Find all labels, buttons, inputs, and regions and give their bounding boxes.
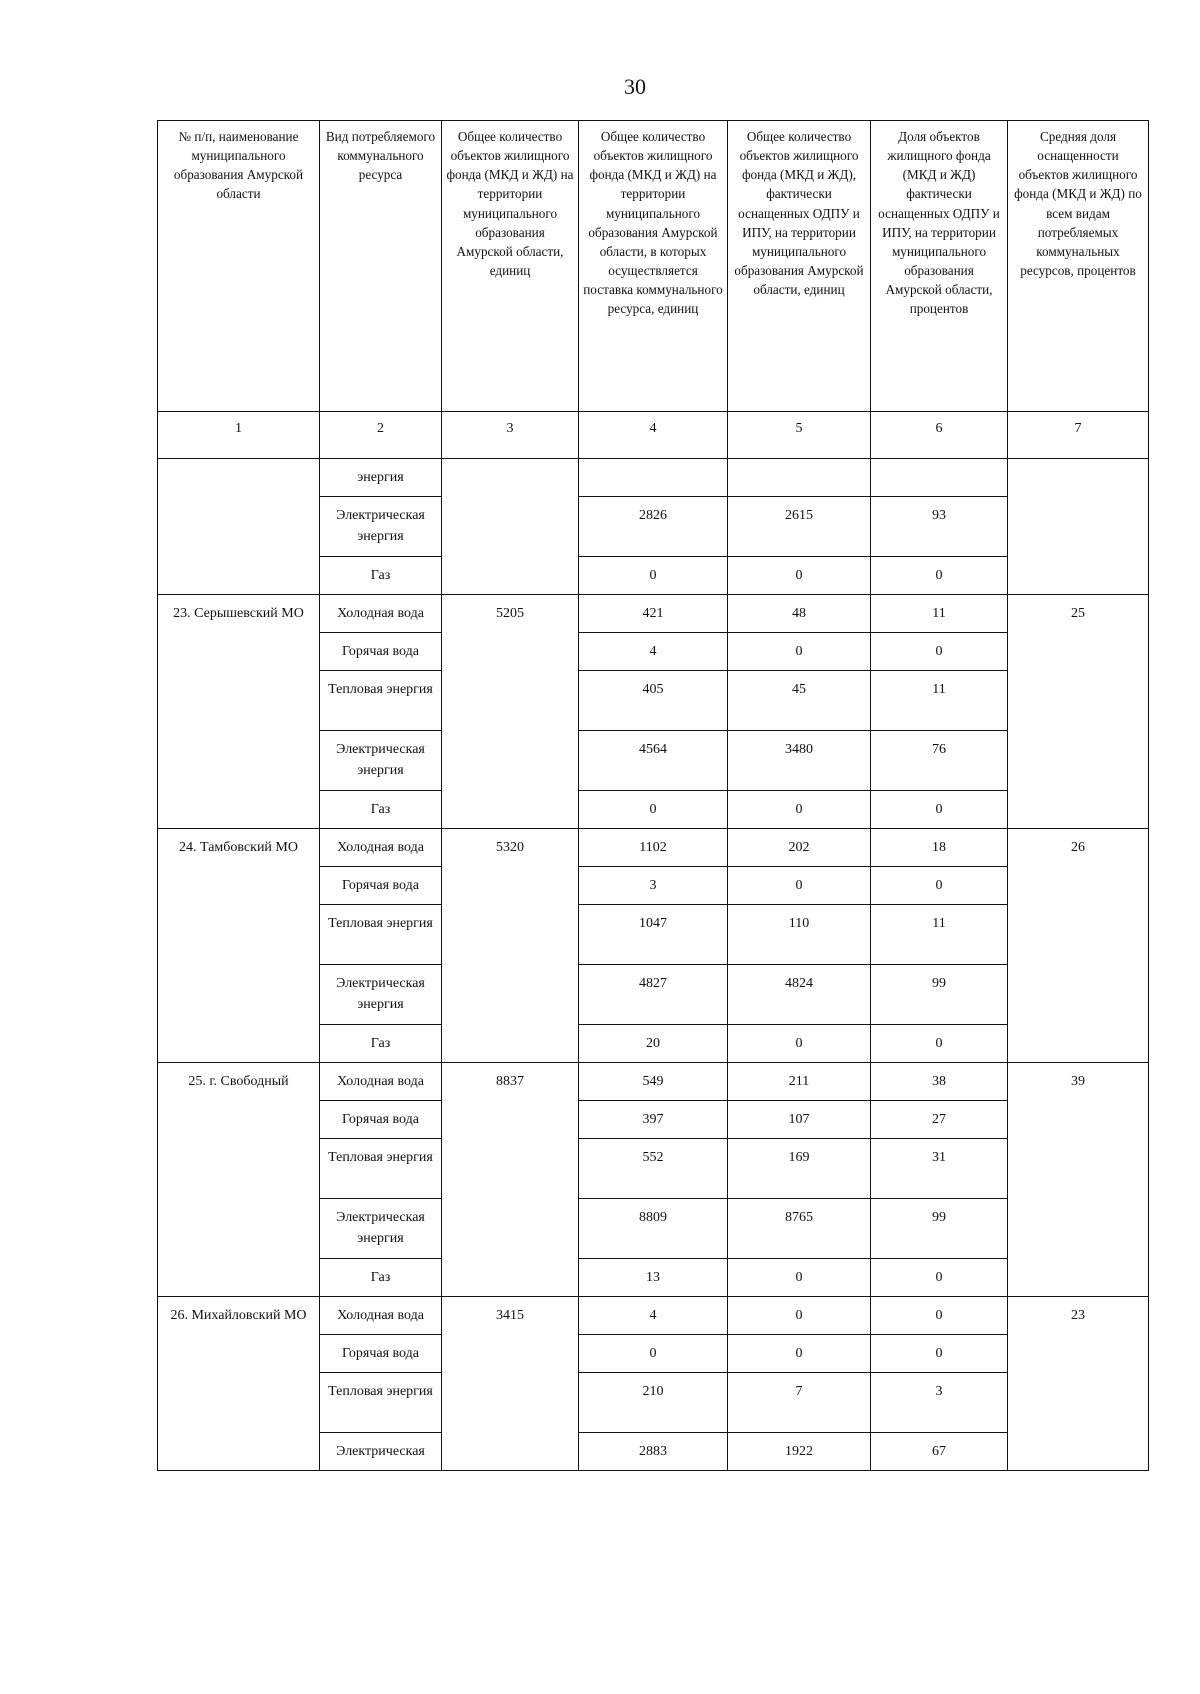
column-number: 5 [728, 412, 871, 459]
total-cell [442, 459, 579, 595]
equipped-cell: 0 [728, 1259, 871, 1297]
equipped-cell: 1922 [728, 1433, 871, 1471]
share-cell: 76 [871, 731, 1008, 791]
municipality-cell: 26. Михайловский МО [158, 1297, 320, 1471]
share-cell: 31 [871, 1139, 1008, 1199]
share-cell: 0 [871, 791, 1008, 829]
resource-cell: Горячая вода [320, 1101, 442, 1139]
share-cell: 18 [871, 829, 1008, 867]
supplied-cell: 0 [579, 557, 728, 595]
supplied-cell: 549 [579, 1063, 728, 1101]
resource-cell: Электрическая энергия [320, 1199, 442, 1259]
supplied-cell: 210 [579, 1373, 728, 1433]
supplied-cell: 0 [579, 1335, 728, 1373]
resource-cell: Тепловая энергия [320, 671, 442, 731]
resource-cell: Электрическая энергия [320, 497, 442, 557]
total-cell: 5320 [442, 829, 579, 1063]
share-cell: 0 [871, 633, 1008, 671]
resource-cell: Электрическая энергия [320, 965, 442, 1025]
column-number: 2 [320, 412, 442, 459]
equipped-cell: 202 [728, 829, 871, 867]
municipality-cell: 24. Тамбовский МО [158, 829, 320, 1063]
resource-cell: Газ [320, 557, 442, 595]
table-row [158, 459, 1149, 497]
equipped-cell: 169 [728, 1139, 871, 1199]
equipped-cell: 45 [728, 671, 871, 731]
share-cell: 0 [871, 1297, 1008, 1335]
column-number: 3 [442, 412, 579, 459]
municipality-cell: 25. г. Свободный [158, 1063, 320, 1297]
equipped-cell: 0 [728, 1335, 871, 1373]
supplied-cell: 405 [579, 671, 728, 731]
equipped-cell [728, 459, 871, 497]
total-cell: 3415 [442, 1297, 579, 1471]
resource-cell: энергия [320, 459, 442, 497]
share-cell: 0 [871, 1335, 1008, 1373]
resource-cell: Газ [320, 1025, 442, 1063]
header-cell: Общее количество объектов жилищного фонда (МКД и ЖД), фактически оснащенных ОДПУ и ИПУ, на территории муниципального образования Амурской области, единиц [728, 121, 871, 412]
share-cell: 11 [871, 595, 1008, 633]
equipped-cell: 48 [728, 595, 871, 633]
resource-cell: Тепловая энергия [320, 1373, 442, 1433]
table-row [158, 1063, 1149, 1101]
table-row [158, 595, 1149, 633]
supplied-cell [579, 459, 728, 497]
resource-cell: Электрическая энергия [320, 731, 442, 791]
header-cell: Общее количество объектов жилищного фонда (МКД и ЖД) на территории муниципального образования Амурской области, в которых осуществляется поставка коммунального ресурса, единиц [579, 121, 728, 412]
equipped-cell: 4824 [728, 965, 871, 1025]
supplied-cell: 1102 [579, 829, 728, 867]
column-number-row [158, 412, 1149, 459]
share-cell: 99 [871, 1199, 1008, 1259]
header-cell: Вид потребляемого коммунального ресурса [320, 121, 442, 412]
equipped-cell: 0 [728, 633, 871, 671]
average-cell [1008, 459, 1149, 595]
supplied-cell: 4 [579, 633, 728, 671]
resource-cell: Электрическая [320, 1433, 442, 1471]
share-cell: 67 [871, 1433, 1008, 1471]
total-cell: 5205 [442, 595, 579, 829]
total-cell: 8837 [442, 1063, 579, 1297]
supplied-cell: 2883 [579, 1433, 728, 1471]
supplied-cell: 4564 [579, 731, 728, 791]
average-cell: 25 [1008, 595, 1149, 829]
header-cell: № п/п, наименование муниципального образования Амурской области [158, 121, 320, 412]
supplied-cell: 4827 [579, 965, 728, 1025]
page-number: 30 [624, 74, 646, 99]
share-cell: 0 [871, 557, 1008, 595]
resource-cell: Тепловая энергия [320, 905, 442, 965]
supplied-cell: 13 [579, 1259, 728, 1297]
column-number: 6 [871, 412, 1008, 459]
supplied-cell: 397 [579, 1101, 728, 1139]
equipped-cell: 107 [728, 1101, 871, 1139]
header-row [158, 121, 1149, 412]
share-cell: 3 [871, 1373, 1008, 1433]
average-cell: 23 [1008, 1297, 1149, 1471]
supplied-cell: 0 [579, 791, 728, 829]
supplied-cell: 4 [579, 1297, 728, 1335]
table-row [158, 829, 1149, 867]
share-cell: 93 [871, 497, 1008, 557]
resource-cell: Горячая вода [320, 633, 442, 671]
resource-cell: Холодная вода [320, 1063, 442, 1101]
equipped-cell: 7 [728, 1373, 871, 1433]
equipped-cell: 0 [728, 1297, 871, 1335]
column-number: 1 [158, 412, 320, 459]
header-cell: Доля объектов жилищного фонда (МКД и ЖД) фактически оснащенных ОДПУ и ИПУ, на территории муниципального образования Амурской области, процентов [871, 121, 1008, 412]
share-cell: 38 [871, 1063, 1008, 1101]
equipped-cell: 3480 [728, 731, 871, 791]
table-row [158, 1297, 1149, 1335]
equipped-cell: 2615 [728, 497, 871, 557]
resource-cell: Холодная вода [320, 1297, 442, 1335]
resource-cell: Тепловая энергия [320, 1139, 442, 1199]
supplied-cell: 2826 [579, 497, 728, 557]
supplied-cell: 421 [579, 595, 728, 633]
share-cell: 99 [871, 965, 1008, 1025]
equipped-cell: 0 [728, 867, 871, 905]
header-cell: Средняя доля оснащенности объектов жилищного фонда (МКД и ЖД) по всем видам потребляемых коммунальных ресурсов, процентов [1008, 121, 1149, 412]
supplied-cell: 3 [579, 867, 728, 905]
share-cell: 0 [871, 867, 1008, 905]
equipped-cell: 110 [728, 905, 871, 965]
supplied-cell: 8809 [579, 1199, 728, 1259]
share-cell: 11 [871, 905, 1008, 965]
resource-cell: Газ [320, 791, 442, 829]
share-cell: 0 [871, 1259, 1008, 1297]
equipped-cell: 8765 [728, 1199, 871, 1259]
equipped-cell: 211 [728, 1063, 871, 1101]
table-body [158, 459, 1149, 1471]
supplied-cell: 20 [579, 1025, 728, 1063]
equipped-cell: 0 [728, 791, 871, 829]
share-cell [871, 459, 1008, 497]
share-cell: 11 [871, 671, 1008, 731]
header-cell: Общее количество объектов жилищного фонда (МКД и ЖД) на территории муниципального образования Амурской области, единиц [442, 121, 579, 412]
supplied-cell: 552 [579, 1139, 728, 1199]
share-cell: 27 [871, 1101, 1008, 1139]
equipped-cell: 0 [728, 557, 871, 595]
share-cell: 0 [871, 1025, 1008, 1063]
resource-cell: Холодная вода [320, 829, 442, 867]
equipped-cell: 0 [728, 1025, 871, 1063]
resource-cell: Холодная вода [320, 595, 442, 633]
column-number: 7 [1008, 412, 1149, 459]
resource-cell: Газ [320, 1259, 442, 1297]
column-number: 4 [579, 412, 728, 459]
resource-cell: Горячая вода [320, 1335, 442, 1373]
average-cell: 26 [1008, 829, 1149, 1063]
municipality-cell [158, 459, 320, 595]
data-table [157, 120, 1149, 1471]
average-cell: 39 [1008, 1063, 1149, 1297]
resource-cell: Горячая вода [320, 867, 442, 905]
municipality-cell: 23. Серышевский МО [158, 595, 320, 829]
supplied-cell: 1047 [579, 905, 728, 965]
